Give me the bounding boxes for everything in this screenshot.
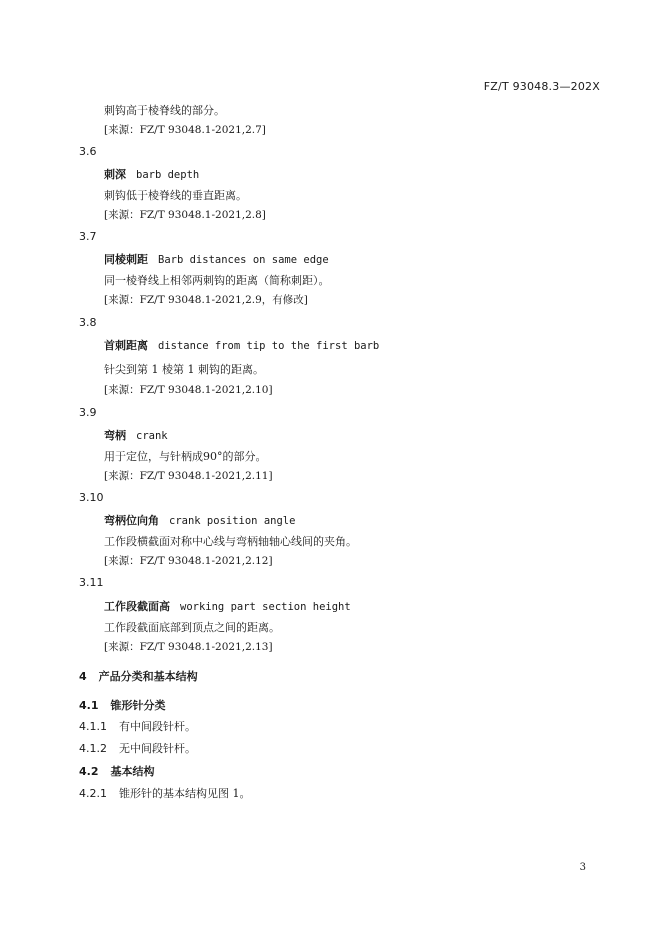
term-zh: 首刺距离 — [104, 339, 148, 352]
term-zh: 同棱刺距 — [104, 253, 148, 266]
clause-text: 无中间段针杆。 — [119, 742, 196, 755]
document-code-header: FZ/T 93048.3—202X — [483, 80, 600, 93]
definition-text: 针尖到第 1 棱第 1 刺钩的距离。 — [104, 363, 264, 376]
term-heading — [104, 427, 168, 443]
definition-text: 刺钩高于棱脊线的部分。 — [104, 104, 225, 117]
clause-item — [79, 785, 251, 801]
clause-number: 4.2.1 — [79, 787, 107, 800]
definition-text: 用于定位，与针柄成90°的部分。 — [104, 450, 267, 463]
page-number: 3 — [579, 862, 586, 873]
source-citation: [来源：FZ/T 93048.1-2021,2.10] — [104, 384, 273, 396]
clause-text: 有中间段针杆。 — [119, 720, 196, 733]
term-en: distance from tip to the first barb — [158, 340, 380, 352]
clause-number: 4.1.1 — [79, 720, 107, 733]
term-zh: 工作段截面高 — [104, 600, 170, 613]
section-title: 产品分类和基本结构 — [98, 670, 198, 683]
term-en: working part section height — [180, 601, 351, 613]
term-zh: 弯柄 — [104, 429, 126, 442]
term-heading — [104, 337, 379, 353]
subsection-heading — [79, 763, 155, 779]
clause-item — [79, 740, 196, 756]
subsection-number: 4.1 — [79, 699, 99, 712]
source-citation: [来源：FZ/T 93048.1-2021,2.9，有修改] — [104, 294, 308, 306]
term-number: 3.10 — [79, 491, 104, 504]
term-en: crank — [136, 430, 168, 442]
definition-text: 同一棱脊线上相邻两刺钩的距离（简称刺距）。 — [104, 274, 330, 287]
term-number: 3.7 — [79, 230, 97, 243]
definition-text: 工作段横截面对称中心线与弯柄轴轴心线间的夹角。 — [104, 535, 357, 548]
term-number: 3.6 — [79, 145, 97, 158]
subsection-title: 基本结构 — [110, 765, 155, 778]
source-citation: [来源：FZ/T 93048.1-2021,2.13] — [104, 641, 273, 653]
term-en: barb depth — [136, 169, 200, 181]
clause-text: 锥形针的基本结构见图 1。 — [119, 787, 251, 800]
source-citation: [来源：FZ/T 93048.1-2021,2.8] — [104, 209, 266, 221]
term-heading — [104, 512, 295, 528]
term-en: crank position angle — [169, 515, 296, 527]
term-en: Barb distances on same edge — [158, 254, 329, 266]
section-heading — [79, 668, 198, 684]
subsection-title: 锥形针分类 — [110, 699, 166, 712]
term-heading — [104, 166, 199, 182]
clause-number: 4.1.2 — [79, 742, 107, 755]
term-heading — [104, 251, 329, 267]
source-citation: [来源：FZ/T 93048.1-2021,2.12] — [104, 555, 273, 567]
term-number: 3.8 — [79, 316, 97, 329]
clause-item — [79, 718, 196, 734]
source-citation: [来源：FZ/T 93048.1-2021,2.11] — [104, 470, 273, 482]
section-number: 4 — [79, 670, 87, 683]
source-citation: [来源：FZ/T 93048.1-2021,2.7] — [104, 124, 266, 136]
definition-text: 刺钩低于棱脊线的垂直距离。 — [104, 189, 247, 202]
subsection-heading — [79, 697, 166, 713]
definition-text: 工作段截面底部到顶点之间的距离。 — [104, 621, 280, 634]
term-zh: 刺深 — [104, 168, 126, 181]
term-number: 3.9 — [79, 406, 97, 419]
term-heading — [104, 598, 351, 614]
term-number: 3.11 — [79, 576, 104, 589]
subsection-number: 4.2 — [79, 765, 99, 778]
term-zh: 弯柄位向角 — [104, 514, 159, 527]
